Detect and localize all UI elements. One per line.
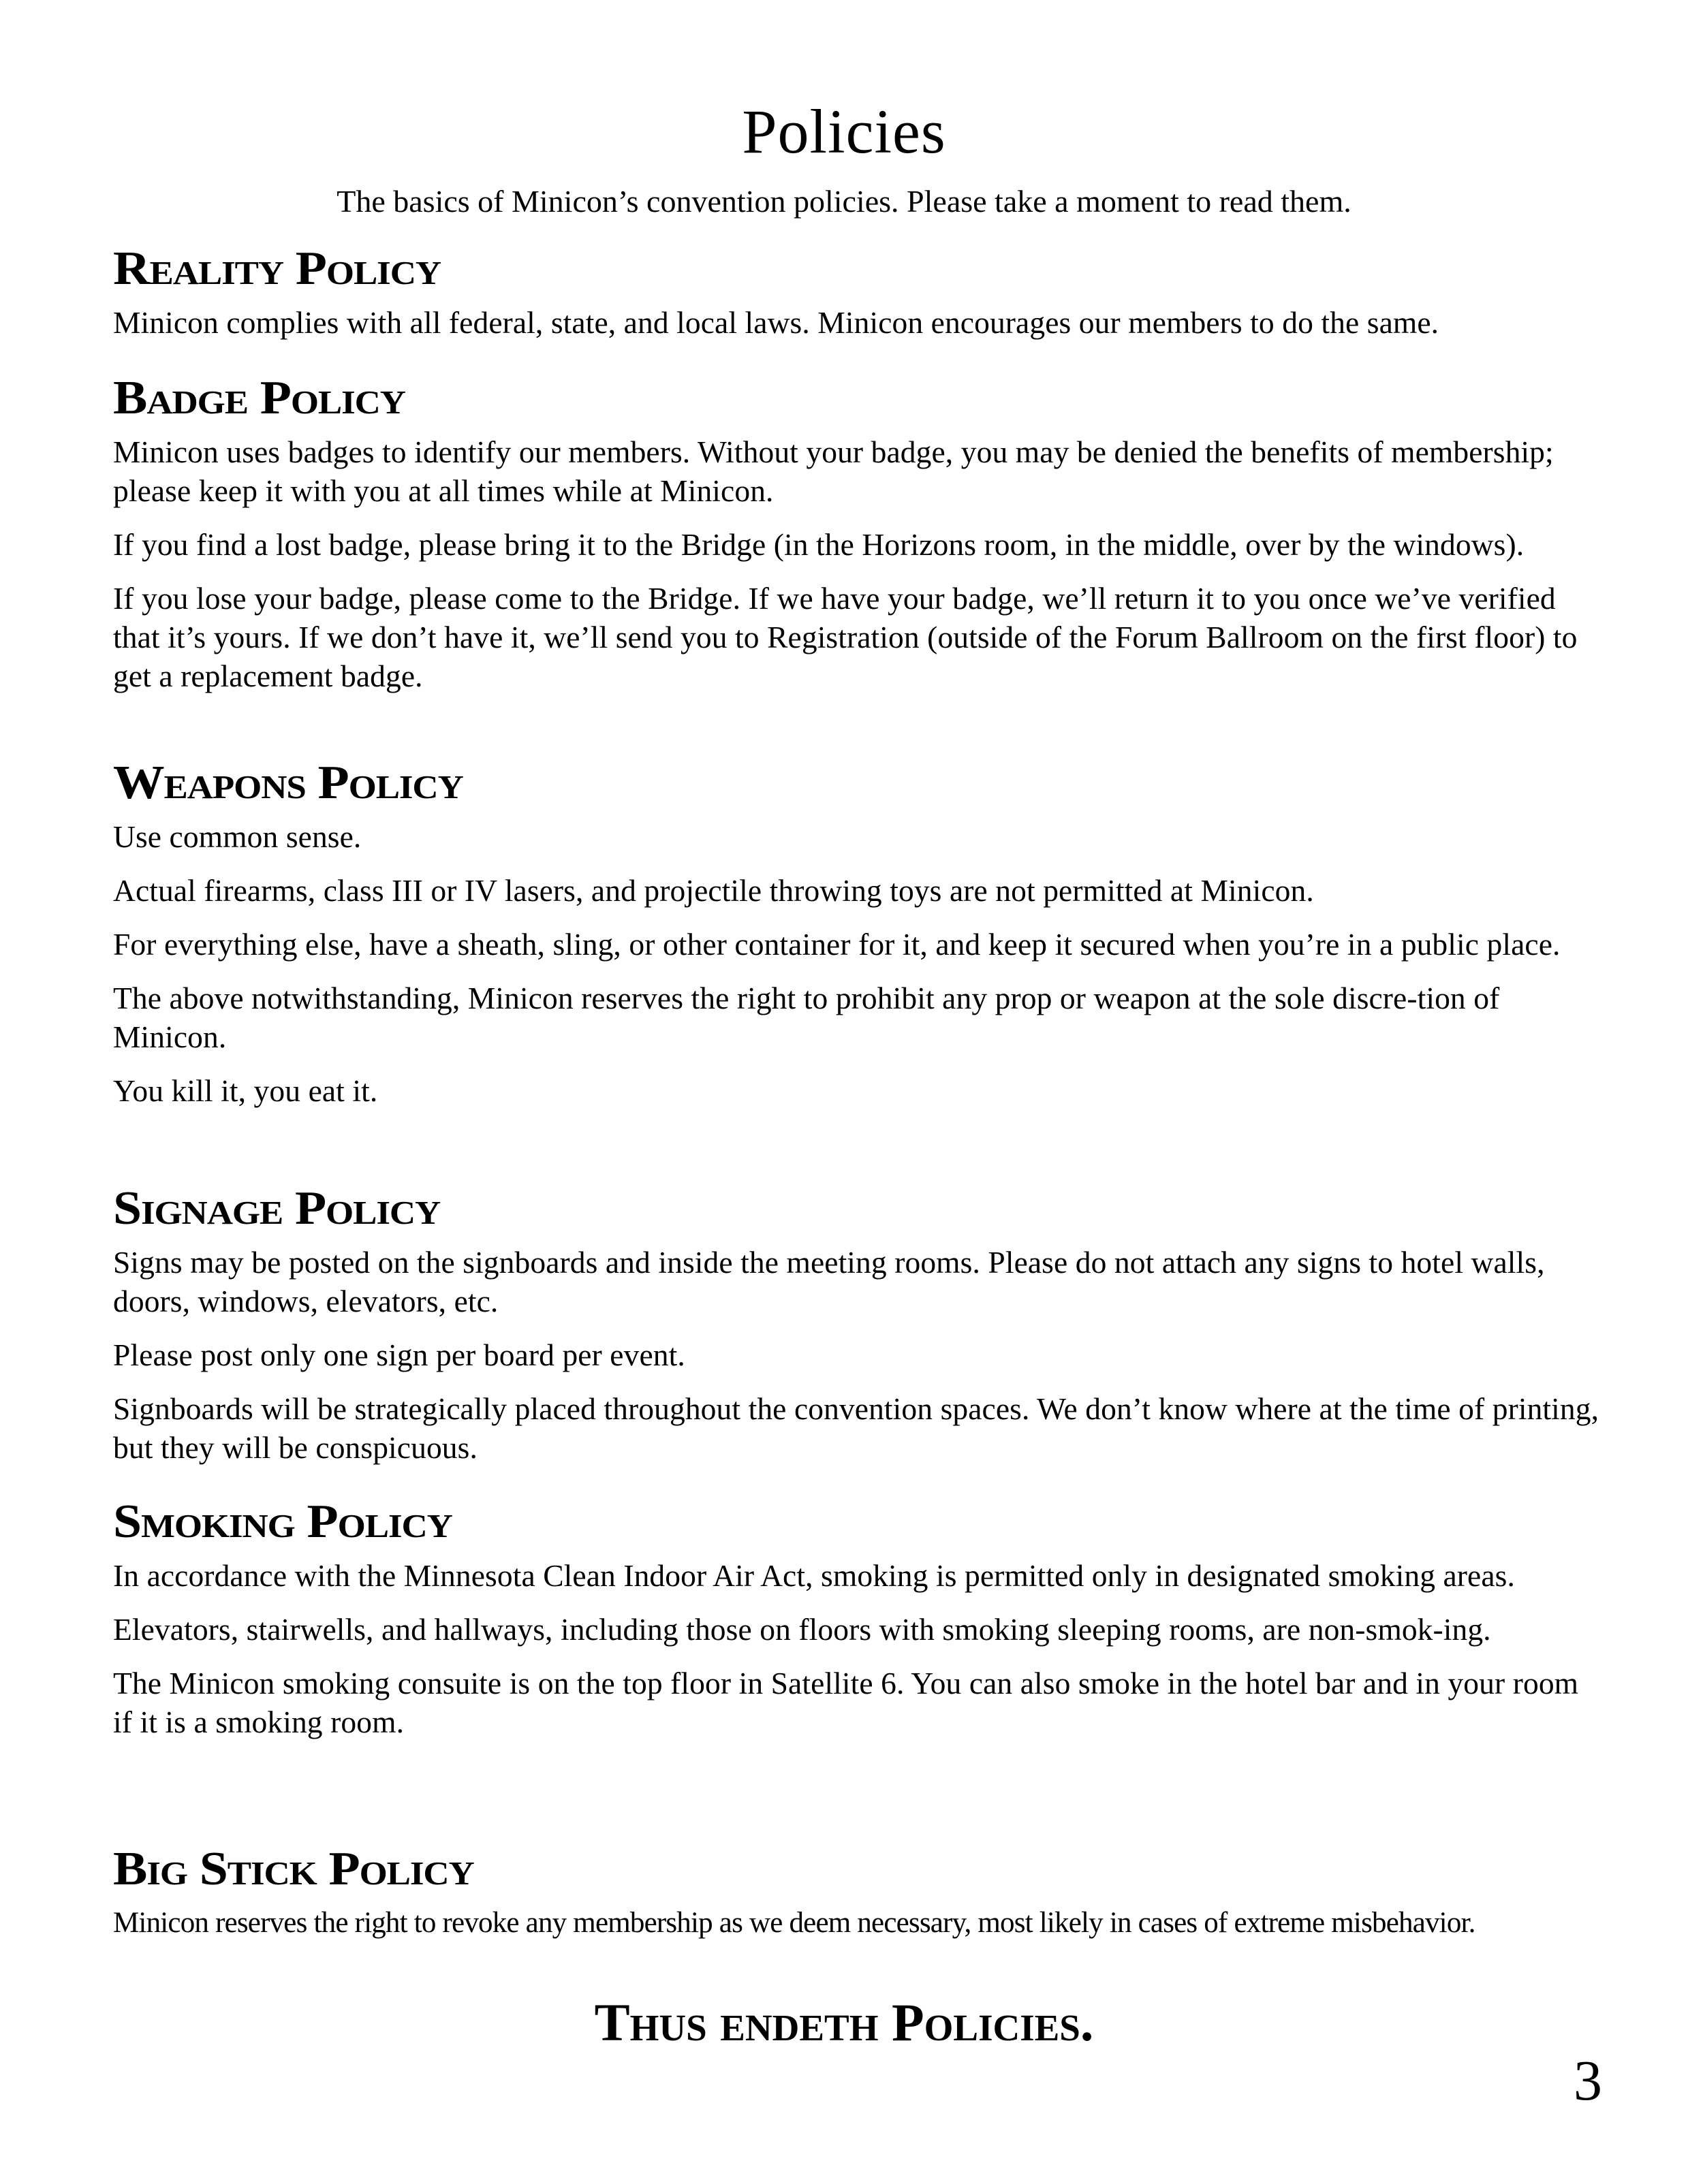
paragraph: If you find a lost badge, please bring it to the Bridge (in the Horizons room, in the middle, over by the windows). <box>113 527 1525 562</box>
paragraph: Actual firearms, class III or IV lasers, and projectile throwing toys are not permitted at Minicon. <box>113 873 1314 908</box>
paragraph: Minicon reserves the right to revoke any membership as we deem necessary, most likely in cases of extreme misbehavior. <box>113 1907 1475 1939</box>
section-badge-policy <box>113 371 1605 710</box>
page-subtitle: The basics of Minicon’s convention policies. Please take a moment to read them. <box>337 184 1351 219</box>
paragraph: Signs may be posted on the signboards and inside the meeting rooms. Please do not attach any signs to hotel walls, doors, windows, elevators, etc. <box>113 1245 1545 1318</box>
paragraph: Use common sense. <box>113 819 362 854</box>
paragraph: Minicon complies with all federal, state, and local laws. Minicon encourages our members to do the same. <box>113 305 1439 340</box>
section-reality-policy <box>113 242 1605 357</box>
section-weapons-policy <box>113 756 1605 1125</box>
paragraph: Minicon uses badges to identify our members. Without your badge, you may be denied the benefits of membership; please keep it with you at all times while at Minicon. <box>113 434 1554 508</box>
page-title: Policies <box>742 97 946 166</box>
paragraph: Please post only one sign per board per event. <box>113 1338 685 1372</box>
section-smoking-policy <box>113 1495 1605 1756</box>
paragraph: Elevators, stairwells, and hallways, including those on floors with smoking sleeping rooms, are non-smok-ing. <box>113 1612 1491 1647</box>
paragraph: For everything else, have a sheath, sling, or other container for it, and keep it secured when you’re in a public place. <box>113 927 1561 962</box>
section-heading: Big Stick Policy <box>113 1843 474 1895</box>
section-heading: Reality Policy <box>113 242 441 295</box>
paragraph: The above notwithstanding, Minicon reserves the right to prohibit any prop or weapon at the sole discre-tion of Minicon. <box>113 981 1500 1054</box>
paragraph: You kill it, you eat it. <box>113 1073 378 1108</box>
paragraph: In accordance with the Minnesota Clean Indoor Air Act, smoking is permitted only in designated smoking areas. <box>113 1558 1515 1593</box>
closing-line: Thus endeth Policies. <box>594 1993 1094 2052</box>
paragraph: If you lose your badge, please come to the Bridge. If we have your badge, we’ll return it to you once we’ve verified that it’s yours. If we don’t have it, we’ll send you to Registration (outside of the Forum Ballroom on the first floor) to get a replacement badge. <box>113 581 1578 693</box>
paragraph: Signboards will be strategically placed throughout the convention spaces. We don’t know where at the time of printing, but they will be conspicuous. <box>113 1391 1599 1465</box>
section-big-stick-policy <box>113 1842 1605 1957</box>
paragraph: The Minicon smoking consuite is on the top floor in Satellite 6. You can also smoke in the hotel bar and in your room if it is a smoking room. <box>113 1666 1579 1739</box>
section-heading: Badge Policy <box>113 372 405 424</box>
section-heading: Signage Policy <box>113 1182 441 1235</box>
section-signage-policy <box>113 1182 1605 1482</box>
page-number: 3 <box>1574 2049 1602 2112</box>
section-heading: Smoking Policy <box>113 1495 452 1548</box>
section-heading: Weapons Policy <box>113 757 463 809</box>
